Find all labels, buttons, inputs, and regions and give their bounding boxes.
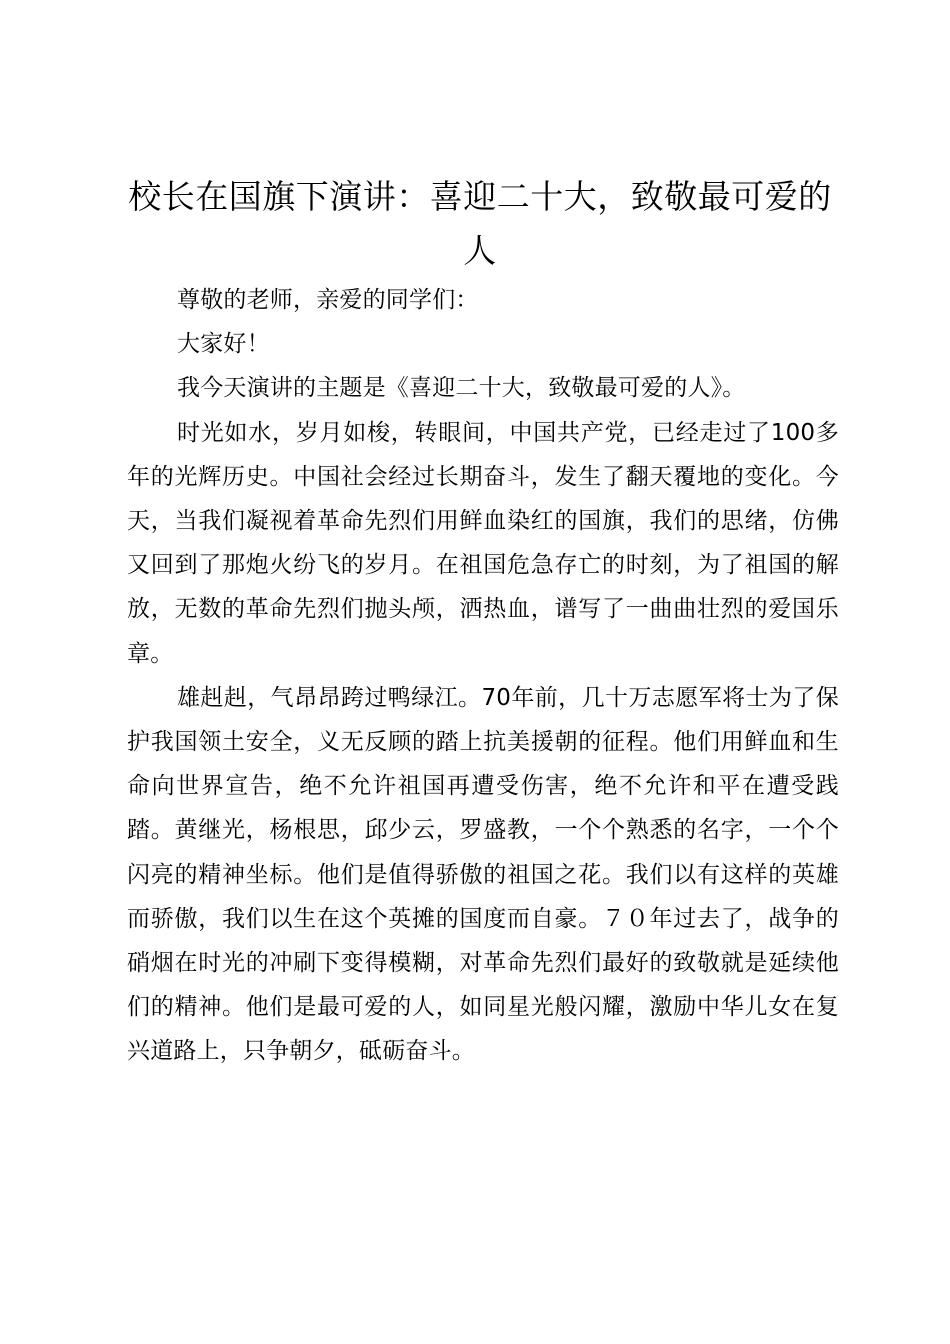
history-paragraph: 时光如水，岁月如梭，转眼间，中国共产党，已经走过了100多年的光辉历史。中国社会经过长期奋斗，发生了翻天覆地的变化。今天，当我们凝视着革命先烈们用鲜血染红的国旗，我们的思绪，仿佛又回到了那炮火纷飞的岁月。在祖国危急存亡的时刻，为了祖国的解放，无数的革命先烈们抛头颅，洒热血，谱写了一曲曲壮烈的爱国乐章。 [127, 419, 839, 667]
document-body [127, 278, 839, 1074]
greeting-paragraph: 大家好！ [177, 331, 270, 358]
heroes-paragraph: 雄赳赳，气昂昂跨过鸭绿江。70年前，几十万志愿军将士为了保护我国领土安全，义无反顾的踏上抗美援朝的征程。他们用鲜血和生命向世界宣告，绝不允许祖国再遭受伤害，绝不允许和平在遭受践踏。黄继光，杨根思，邱少云，罗盛教，一个个熟悉的名字，一个个闪亮的精神坐标。他们是值得骄傲的祖国之花。我们以有这样的英雄而骄傲，我们以生在这个英摊的国度而自豪。７０年过去了，战争的硝烟在时光的冲刷下变得模糊，对革命先烈们最好的致敬就是延续他们的精神。他们是最可爱的人，如同星光般闪耀，激励中华儿女在复兴道路上，只争朝夕，砥砺奋斗。 [127, 684, 839, 1065]
salutation-paragraph: 尊敬的老师，亲爱的同学们： [177, 287, 479, 313]
topic-paragraph: 我今天演讲的主题是《喜迎二十大，致敬最可爱的人》。 [177, 375, 746, 402]
document-title: 校长在国旗下演讲：喜迎二十大，致敬最可爱的人 [128, 177, 832, 270]
